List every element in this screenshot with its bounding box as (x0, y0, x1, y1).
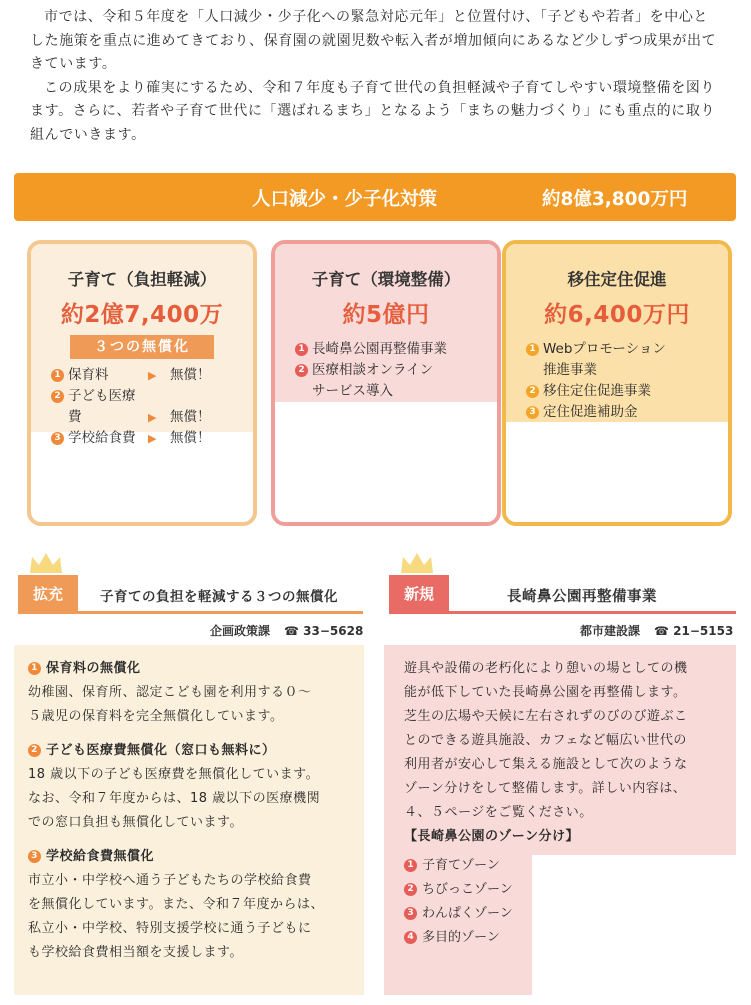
intro-paragraph-1: 市では、令和５年度を「人口減少・少子化への緊急対応元年」と位置付け、「子どもや若者」を中心とした施策を重点に進めてきており、保育園の就園児数や転入者が増加傾向にあるなど少しずつ成果が出てきています。 (30, 9, 717, 72)
number-2-icon: 2 (526, 385, 539, 398)
zone-list-title: 【長崎鼻公園のゾーン分け】 (404, 829, 579, 844)
expansion-tag: 拡充 (18, 575, 78, 613)
number-1-icon: 1 (404, 859, 417, 872)
list-item (404, 902, 513, 926)
paragraph-line: ４、５ページをご覧ください。 (404, 805, 593, 820)
number-4-icon: 4 (404, 931, 417, 944)
zone-list (404, 854, 513, 950)
arrow-right-icon: ▶ (148, 432, 157, 445)
banner-title: 人口減少・少子化対策 (252, 189, 438, 210)
paragraph-line: 遊具や設備の老朽化により憩いの場としての機 (404, 661, 688, 676)
card-upper (31, 244, 253, 446)
list-item (526, 381, 728, 402)
card-heading: 子育て（環境整備） (311, 270, 461, 289)
list-item (526, 402, 728, 423)
paragraph-line: を無償化しています。また、令和７年度からは、 (28, 897, 324, 912)
contact-info (210, 622, 363, 639)
phone-number: ☎ 33−5628 (284, 624, 364, 638)
zone-label: ちびっこゾーン (422, 882, 513, 897)
number-3-icon: 3 (526, 406, 539, 419)
paragraph-line: 利用者が安心して集える施設として次のような (404, 757, 688, 772)
section-header-park-renovation (389, 575, 736, 613)
item-label: 学校給食費 (68, 430, 136, 446)
item-label: 移住定住促進事業 (543, 383, 651, 399)
new-tag: 新規 (389, 575, 449, 613)
list-item (404, 854, 513, 878)
card-item-list (526, 339, 728, 423)
number-3-icon: 3 (404, 907, 417, 920)
card-relocation (502, 240, 732, 526)
paragraph-line: 能が低下していた長崎鼻公園を再整備します。 (404, 685, 687, 700)
paragraph-line: ５歳児の保育料を完全無償化しています。 (28, 709, 284, 724)
list-item (295, 339, 497, 360)
phone-number: ☎ 21−5153 (654, 624, 734, 638)
department-name: 都市建設課 (580, 624, 641, 638)
crown-icon (28, 551, 64, 575)
zone-label: 多目的ゾーン (422, 930, 500, 945)
item-status: 無償！ (170, 430, 211, 446)
paragraph-line: 芝生の広場や天候に左右されずのびのび遊ぶこ (404, 709, 688, 724)
item-label: 定住促進補助金 (543, 404, 638, 420)
number-3-icon: 3 (28, 850, 41, 863)
item-label: 医療相談オンライン (312, 362, 434, 378)
card-item-list (51, 365, 253, 449)
budget-banner (14, 173, 736, 221)
subsection-title: 子ども医療費無償化（窓口も無料に） (46, 743, 276, 758)
card-item-list (295, 339, 497, 402)
list-item (51, 428, 253, 449)
number-3-icon: 3 (51, 432, 64, 445)
card-heading: 移住定住促進 (567, 270, 667, 289)
department-name: 企画政策課 (210, 624, 271, 638)
list-item (51, 365, 253, 386)
paragraph-line: も学校給食費相当額を支援します。 (28, 945, 243, 960)
card-childcare-environment (271, 240, 501, 526)
list-item (404, 926, 513, 950)
item-label-continued: 推進事業 (543, 362, 597, 378)
arrow-right-icon: ▶ (148, 411, 157, 424)
number-2-icon: 2 (295, 364, 308, 377)
subsection-heading (28, 845, 354, 869)
paragraph-line: 市立小・中学校へ通う子どもたちの学校給食費 (28, 873, 312, 888)
item-label-continued: サービス導入 (312, 383, 393, 399)
item-label: 保育料 (68, 367, 109, 383)
list-item (404, 878, 513, 902)
section-header-free-services (18, 575, 363, 613)
paragraph-line: なお、令和７年度からは、18 歳以下の医療機関 (28, 791, 321, 806)
intro-paragraph-2: この成果をより確実にするため、令和７年度も子育て世代の負担軽減や子育てしやすい環境整備を図ります。さらに、若者や子育て世代に「選ばれるまち」となるよう「まちの魅力づくり」にも重点的に取り組んでいきます。 (30, 79, 716, 143)
paragraph-line: での窓口負担も無償化しています。 (28, 815, 243, 830)
card-amount: 約2億7,400万 (60, 302, 224, 328)
item-label: Webプロモーション (543, 341, 666, 357)
subsection-heading (28, 657, 354, 681)
item-status: 無償！ (170, 367, 211, 383)
card-upper (506, 244, 728, 422)
number-2-icon: 2 (28, 744, 41, 757)
subsection-title: 保育料の無償化 (46, 661, 141, 676)
park-renovation-details (384, 645, 736, 855)
paragraph-line: とのできる遊具施設、カフェなど幅広い世代の (404, 733, 687, 748)
section-title: 長崎鼻公園再整備事業 (507, 589, 657, 605)
number-2-icon: 2 (51, 390, 64, 403)
section-divider (18, 611, 363, 614)
subsection-title: 学校給食費無償化 (46, 849, 155, 864)
card-childcare-burden (27, 240, 257, 526)
card-amount: 約5億円 (342, 302, 430, 328)
intro-text (30, 6, 720, 147)
banner-amount: 約8億3,800万円 (542, 189, 688, 210)
item-label: 子ども医療費 (68, 388, 136, 425)
zone-label: わんぱくゾーン (422, 906, 513, 921)
number-2-icon: 2 (404, 883, 417, 896)
crown-icon (399, 551, 435, 575)
list-item (295, 360, 497, 402)
card-amount: 約6,400万円 (544, 302, 690, 328)
paragraph-line: ゾーン分けをして整備します。詳しい内容は、 (404, 781, 687, 796)
free-services-details (14, 645, 364, 995)
number-1-icon: 1 (295, 343, 308, 356)
number-1-icon: 1 (526, 343, 539, 356)
section-title: 子育ての負担を軽減する３つの無償化 (100, 589, 338, 605)
item-label: 長崎鼻公園再整備事業 (312, 341, 447, 357)
subsection-heading (28, 739, 354, 763)
list-item (51, 386, 253, 428)
card-heading: 子育て（負担軽減） (67, 270, 217, 289)
zone-label: 子育てゾーン (422, 858, 500, 873)
card-badge: ３つの無償化 (70, 335, 214, 359)
arrow-right-icon: ▶ (148, 369, 157, 382)
paragraph-line: 18 歳以下の子ども医療費を無償化しています。 (28, 767, 320, 782)
card-upper (275, 244, 497, 402)
contact-info (580, 622, 733, 639)
list-item (526, 339, 728, 381)
paragraph-line: 私立小・中学校、特別支援学校に通う子どもに (28, 921, 312, 936)
paragraph-line: 幼稚園、保育所、認定こども園を利用する０～ (28, 685, 312, 700)
item-status: 無償！ (170, 409, 211, 425)
section-divider (389, 611, 736, 614)
number-1-icon: 1 (28, 662, 41, 675)
number-1-icon: 1 (51, 369, 64, 382)
